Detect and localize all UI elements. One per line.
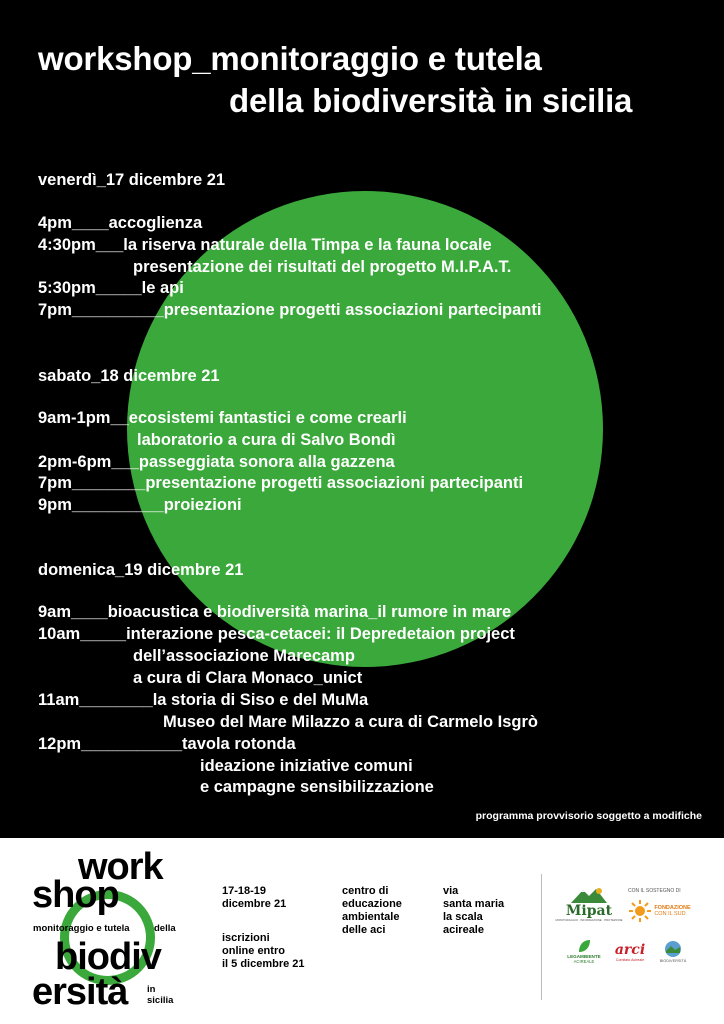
day1-item: 4:30pm___la riserva naturale della Timpa e la fauna locale xyxy=(38,236,492,254)
support-label: CON IL SOSTEGNO DI xyxy=(628,888,681,894)
info-address xyxy=(443,885,504,937)
day1-item: 4pm____accoglienza xyxy=(38,214,203,232)
info-dates xyxy=(222,885,286,911)
legambiente-logo xyxy=(562,934,606,968)
info-address-line: via xyxy=(443,885,459,897)
info-address-line: la scala xyxy=(443,911,483,923)
info-signup-line: online entro xyxy=(222,945,285,957)
arci-subtext: Comitato Acireale xyxy=(615,957,645,962)
logo-word-ersita: ersità xyxy=(32,971,128,1013)
day1-item: 5:30pm_____le api xyxy=(38,279,184,297)
info-venue-line: delle aci xyxy=(342,924,386,936)
logo-word-shop: shop xyxy=(32,874,119,916)
globe-icon xyxy=(663,939,683,959)
day2-item: 2pm-6pm___passeggiata sonora alla gazzena xyxy=(38,453,395,471)
info-signup-line: iscrizioni xyxy=(222,932,270,944)
day3-item: a cura di Clara Monaco_unict xyxy=(133,669,363,687)
logo-subtitle-left: monitoraggio e tutela xyxy=(33,923,130,934)
sun-icon xyxy=(629,900,651,922)
day3-heading: domenica_19 dicembre 21 xyxy=(38,561,244,579)
legambiente-subtext: ACIREALE xyxy=(573,959,595,964)
leaf-icon xyxy=(576,938,592,954)
mipat-logo-text: Mipat xyxy=(565,903,613,919)
day2-item: 7pm________presentazione progetti associazioni partecipanti xyxy=(38,474,524,492)
day2-item: 9am-1pm__ecosistemi fantastici e come crearli xyxy=(38,409,407,427)
info-venue-line: ambientale xyxy=(342,911,400,923)
arci-text: arci xyxy=(614,941,646,958)
mipat-mountain-icon xyxy=(569,886,609,904)
day3-item: 10am_____interazione pesca-cetacei: il Depredetaion project xyxy=(38,625,515,643)
disclaimer-note: programma provvisorio soggetto a modifiche xyxy=(475,810,702,822)
info-venue xyxy=(342,885,402,937)
day2-item: laboratorio a cura di Salvo Bondì xyxy=(137,431,396,449)
day3-item: 9am____bioacustica e biodiversità marina_il rumore in mare xyxy=(38,603,512,621)
title-line-2: della biodiversità in sicilia xyxy=(229,82,633,119)
fondazione-text xyxy=(654,905,690,917)
day3-item: e campagne sensibilizzazione xyxy=(200,778,434,796)
logo-subtitle-right: della xyxy=(154,923,176,934)
info-dates-line: dicembre 21 xyxy=(222,898,287,910)
logo-word-work: work xyxy=(78,846,163,888)
title-line-1: workshop_monitoraggio e tutela xyxy=(38,40,542,77)
day2-heading: sabato_18 dicembre 21 xyxy=(38,367,220,385)
info-signup-line: il 5 dicembre 21 xyxy=(222,958,305,970)
biodiversita-text: BIODIVERSITÀ xyxy=(659,959,687,963)
info-address-line: santa maria xyxy=(443,898,505,910)
fondazione-line1: FONDAZIONE xyxy=(654,905,691,911)
mipat-logo-subtext: MONITORAGGIO · INFORMAZIONE · PROTEZIONE xyxy=(555,918,623,922)
day1-item: presentazione dei risultati del progetto M.I.P.A.T. xyxy=(133,258,512,276)
fondazione-line2: CON IL SUD xyxy=(654,911,686,917)
logo-word-biodiv: biodiv xyxy=(55,936,161,978)
day3-item: 11am________la storia di Siso e del MuMa xyxy=(38,691,369,709)
info-address-line: acireale xyxy=(443,924,484,936)
info-venue-line: centro di xyxy=(342,885,389,897)
day3-item: Museo del Mare Milazzo a cura di Carmelo Isgrò xyxy=(163,713,539,731)
biodiversita-logo xyxy=(654,934,692,968)
day3-item: 12pm___________tavola rotonda xyxy=(38,735,296,753)
info-venue-line: educazione xyxy=(342,898,402,910)
logo-place-in: in xyxy=(147,984,156,995)
day1-heading: venerdì_17 dicembre 21 xyxy=(38,171,226,189)
day3-item: dell’associazione Marecamp xyxy=(133,647,355,665)
arci-logo xyxy=(612,936,648,968)
day2-item: 9pm__________proiezioni xyxy=(38,496,242,514)
footer-band xyxy=(0,838,724,1024)
legambiente-text: LEGAMBIENTE xyxy=(567,954,601,959)
info-dates-line: 17-18-19 xyxy=(222,885,267,897)
day1-item: 7pm__________presentazione progetti associazioni partecipanti xyxy=(38,301,542,319)
fondazione-sud-logo xyxy=(628,896,692,926)
info-signup xyxy=(222,932,305,971)
day3-item: ideazione iniziative comuni xyxy=(200,757,413,775)
mipat-logo xyxy=(555,884,623,924)
logo-place-sicilia: sicilia xyxy=(147,995,174,1006)
footer-divider xyxy=(541,874,542,1000)
